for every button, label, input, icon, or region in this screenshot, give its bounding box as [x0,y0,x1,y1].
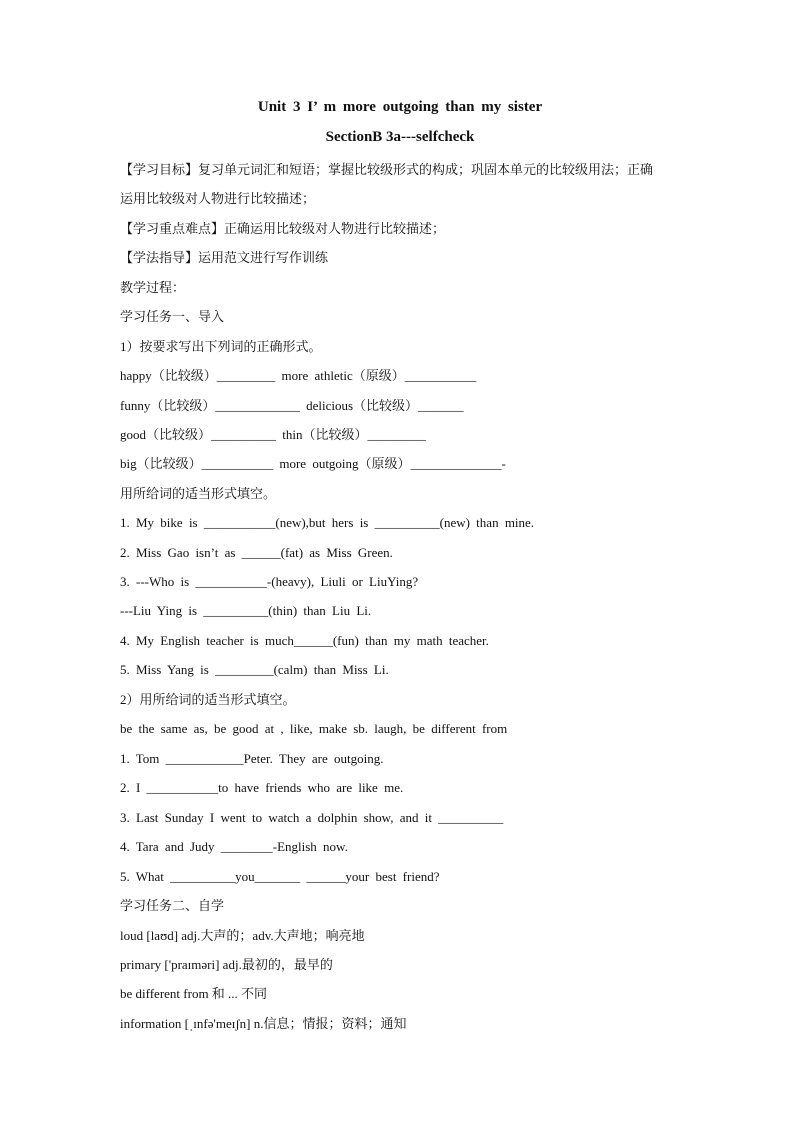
exercise-1-instruction: 1）按要求写出下列词的正确形式。 [120,339,322,354]
phrase-item-5: 5. What __________you_______ ______your best friend? [120,869,440,884]
task-two-heading: 学习任务二、自学 [120,898,225,913]
word-form-row-4: big（比较级）___________ more outgoing（原级）______________- [120,456,506,471]
fill-blank-item-1: 1. My bike is ___________(new),but hers is __________(new) than mine. [120,515,535,530]
document-title: Unit 3 I’ m more outgoing than my sister [257,99,543,115]
phrase-item-3: 3. Last Sunday I went to watch a dolphin show, and it __________ [120,810,504,825]
word-form-row-1: happy（比较级）_________ more athletic（原级）___________ [120,368,477,383]
word-form-row-2: funny（比较级）_____________ delicious（比较级）_______ [120,398,464,413]
fill-blank-item-5: 5. Miss Yang is _________(calm) than Miss Li. [120,662,389,677]
word-form-row-3: good（比较级）__________ thin（比较级）_________ [120,427,426,442]
vocab-be-different-from: be different from 和 ... 不同 [120,986,268,1001]
phrase-item-1: 1. Tom ____________Peter. They are outgoing. [120,751,384,766]
vocab-information: information [ˌɪnfə'meɪʃn] n.信息；情报；资料；通知 [120,1016,407,1031]
fill-blank-item-3-answer: ---Liu Ying is __________(thin) than Liu Li. [120,603,372,618]
phrase-item-4: 4. Tara and Judy ________-English now. [120,839,348,854]
fill-blank-item-4: 4. My English teacher is much______(fun) than my math teacher. [120,633,489,648]
phrase-bank: be the same as, be good at , like, make sb. laugh, be different from [120,721,508,736]
fill-blank-instruction: 用所给词的适当形式填空。 [120,486,277,501]
vocab-primary: primary ['praɪməri] adj.最初的，最早的 [120,957,333,972]
phrase-item-2: 2. I ___________to have friends who are like me. [120,780,404,795]
method-guide-line: 【学法指导】运用范文进行写作训练 [120,250,329,265]
objectives-line-1: 【学习目标】复习单元词汇和短语；掌握比较级形式的构成；巩固本单元的比较级用法；正确 [120,162,654,177]
teaching-process-heading: 教学过程： [120,280,186,295]
fill-blank-item-2: 2. Miss Gao isn’t as ______(fat) as Miss Green. [120,545,393,560]
vocab-loud: loud [laʊd] adj.大声的；adv.大声地；响亮地 [120,928,365,943]
exercise-2-instruction: 2）用所给词的适当形式填空。 [120,692,296,707]
document-subtitle: SectionB 3a---selfcheck [325,129,475,145]
key-points-line: 【学习重点难点】正确运用比较级对人物进行比较描述； [120,221,446,236]
fill-blank-item-3: 3. ---Who is ___________-(heavy), Liuli or LiuYing? [120,574,419,589]
objectives-line-2: 运用比较级对人物进行比较描述； [120,191,316,206]
task-one-heading: 学习任务一、导入 [120,309,225,324]
